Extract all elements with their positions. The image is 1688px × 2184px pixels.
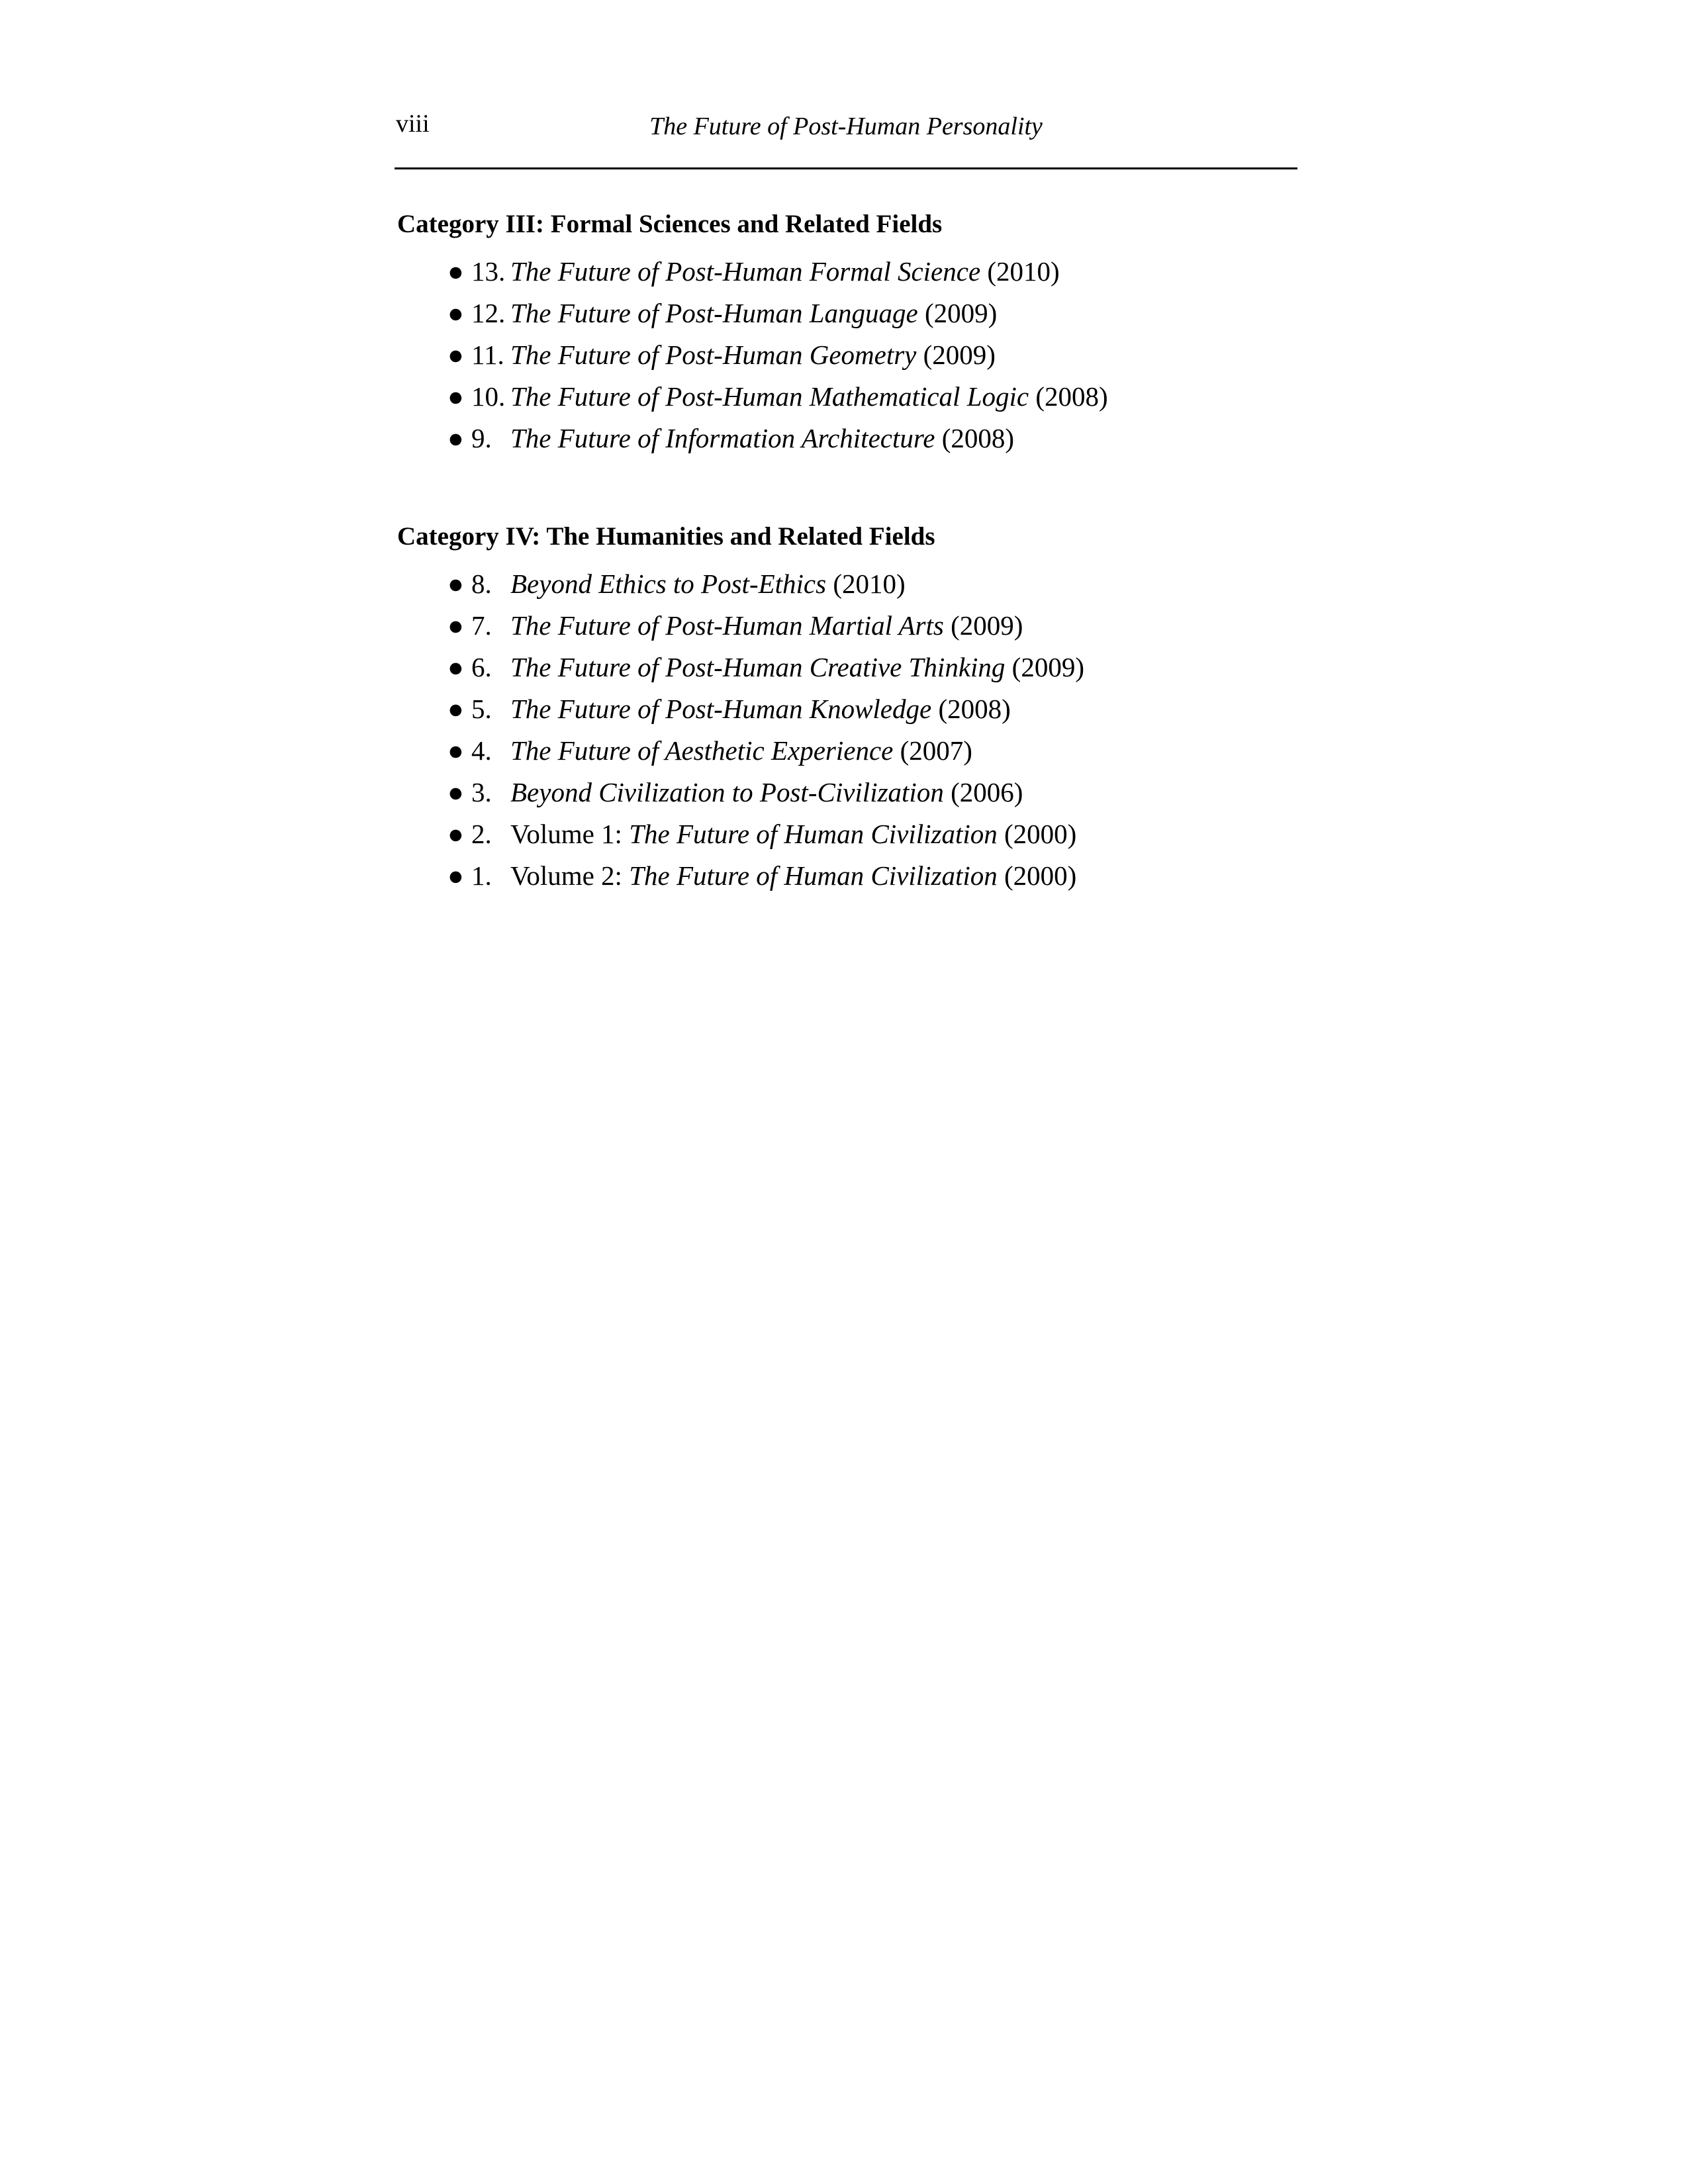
- book-title: The Future of Human Civilization: [629, 860, 998, 891]
- book-list: [447, 570, 1084, 904]
- bullet-icon: ●: [447, 298, 464, 328]
- publication-year: (2007): [900, 735, 972, 766]
- item-number: 9.: [471, 423, 492, 453]
- book-list-item: [447, 258, 1108, 300]
- book-list-item: [447, 570, 1084, 612]
- item-number: 13.: [471, 256, 506, 287]
- book-list-item: [447, 425, 1108, 467]
- book-title: The Future of Aesthetic Experience: [510, 735, 894, 766]
- bullet-icon: ●: [447, 381, 464, 412]
- publication-year: (2006): [951, 777, 1023, 807]
- volume-prefix: Volume 2:: [510, 860, 630, 891]
- publication-year: (2009): [1011, 652, 1084, 682]
- book-title: The Future of Information Architecture: [510, 423, 935, 453]
- bullet-icon: ●: [447, 569, 464, 599]
- item-number: 8.: [471, 569, 492, 599]
- publication-year: (2009): [924, 298, 998, 328]
- bullet-icon: ●: [447, 860, 464, 891]
- volume-prefix: Volume 1:: [510, 819, 630, 849]
- book-title: The Future of Post-Human Mathematical Logic: [510, 381, 1029, 412]
- book-list: [447, 258, 1108, 467]
- book-title: The Future of Human Civilization: [629, 819, 998, 849]
- item-number: 3.: [471, 777, 492, 807]
- category-heading: Category IV: The Humanities and Related Fields: [397, 522, 935, 551]
- item-number: 7.: [471, 610, 492, 641]
- book-title: The Future of Post-Human Martial Arts: [510, 610, 944, 641]
- publication-year: (2000): [1004, 860, 1077, 891]
- book-list-item: [447, 862, 1084, 904]
- bullet-icon: ●: [447, 652, 464, 682]
- book-title: The Future of Post-Human Geometry: [510, 340, 917, 370]
- publication-year: (2008): [941, 423, 1015, 453]
- bullet-icon: ●: [447, 819, 464, 849]
- book-title: The Future of Post-Human Language: [510, 298, 918, 328]
- item-number: 12.: [471, 298, 506, 328]
- book-list-item: [447, 300, 1108, 341]
- book-list-item: [447, 696, 1084, 737]
- bullet-icon: ●: [447, 340, 464, 370]
- book-title: The Future of Post-Human Formal Science: [510, 256, 981, 287]
- item-number: 2.: [471, 819, 492, 849]
- book-title: Beyond Civilization to Post-Civilization: [510, 777, 944, 807]
- publication-year: (2009): [951, 610, 1023, 641]
- book-list-item: [447, 654, 1084, 696]
- book-title: The Future of Post-Human Knowledge: [510, 694, 932, 724]
- bullet-icon: ●: [447, 610, 464, 641]
- bullet-icon: ●: [447, 423, 464, 453]
- book-title: The Future of Post-Human Creative Thinking: [510, 652, 1006, 682]
- book-list-item: [447, 612, 1084, 654]
- book-list-item: [447, 383, 1108, 425]
- item-number: 10.: [471, 381, 506, 412]
- publication-year: (2008): [938, 694, 1011, 724]
- publication-year: (2010): [833, 569, 906, 599]
- book-list-item: [447, 737, 1084, 779]
- header-rule: [395, 167, 1297, 169]
- book-list-item: [447, 821, 1084, 862]
- item-number: 6.: [471, 652, 492, 682]
- page-number: viii: [396, 110, 430, 138]
- item-number: 4.: [471, 735, 492, 766]
- bullet-icon: ●: [447, 735, 464, 766]
- publication-year: (2009): [923, 340, 996, 370]
- item-number: 1.: [471, 860, 492, 891]
- publication-year: (2008): [1035, 381, 1108, 412]
- running-title: The Future of Post-Human Personality: [649, 113, 1043, 140]
- bullet-icon: ●: [447, 694, 464, 724]
- publication-year: (2000): [1004, 819, 1077, 849]
- bullet-icon: ●: [447, 777, 464, 807]
- book-title: Beyond Ethics to Post-Ethics: [510, 569, 827, 599]
- book-list-item: [447, 779, 1084, 821]
- item-number: 11.: [471, 340, 504, 370]
- book-list-item: [447, 341, 1108, 383]
- item-number: 5.: [471, 694, 492, 724]
- publication-year: (2010): [987, 256, 1060, 287]
- bullet-icon: ●: [447, 256, 464, 287]
- category-heading: Category III: Formal Sciences and Related Fields: [397, 210, 943, 238]
